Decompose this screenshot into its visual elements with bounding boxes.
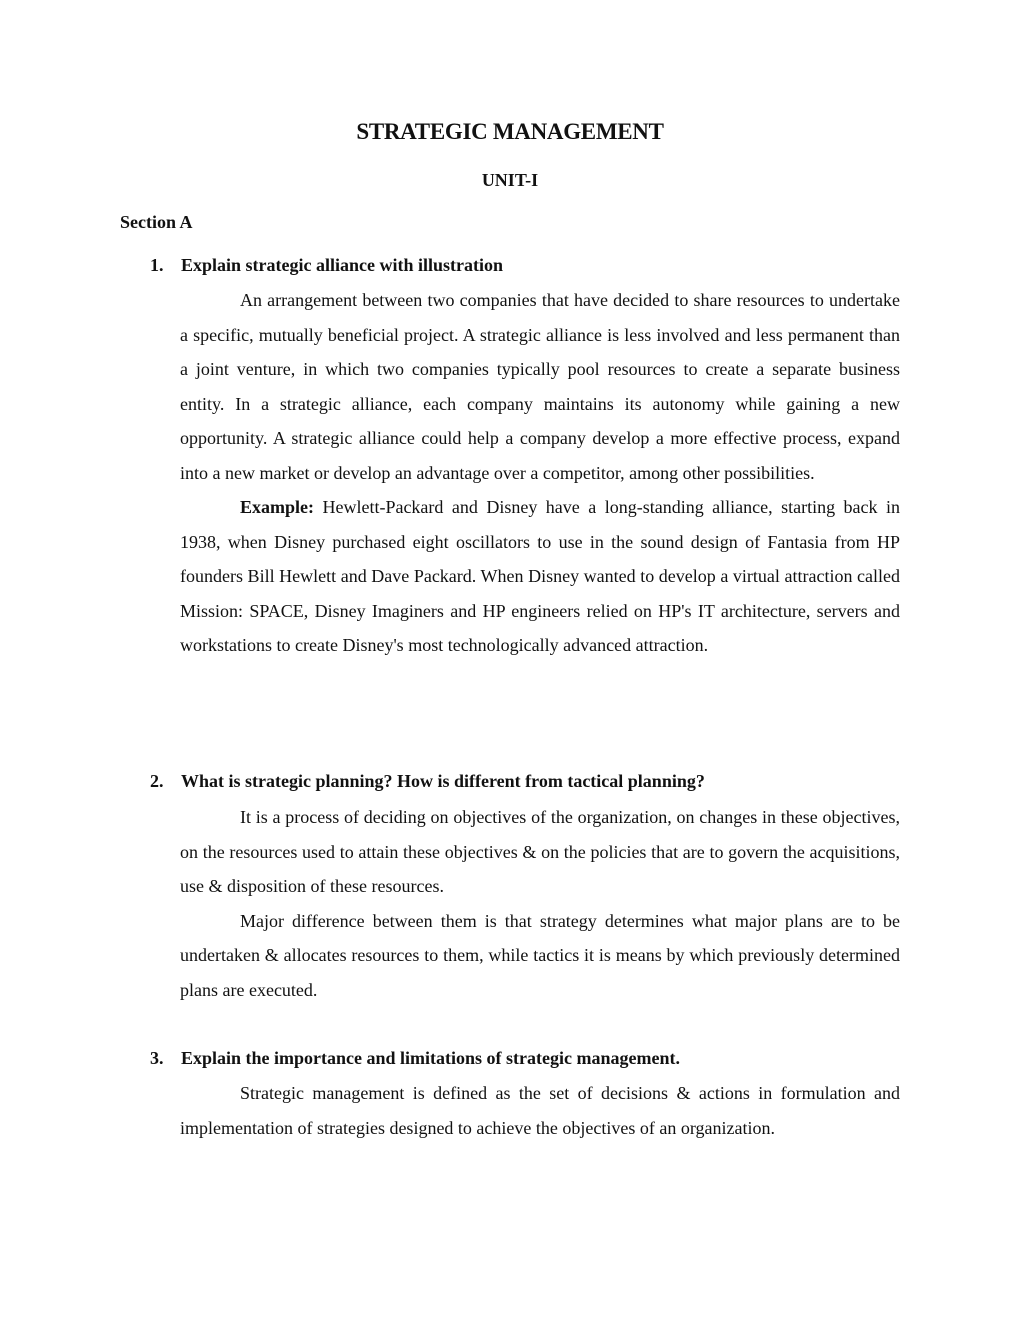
answer-paragraph: It is a process of deciding on objectives of the organization, on changes in these objectives, on the resources used to attain these objectives & on the policies that are to govern the acquisitions, use & disposition of these resources.: [180, 807, 900, 896]
question-1-answer: [180, 283, 900, 663]
question-2-heading: [150, 771, 910, 792]
question-3-answer: [180, 1076, 900, 1145]
question-text: Explain the importance and limitations of strategic management.: [181, 1048, 680, 1068]
example-label: Example:: [240, 497, 314, 517]
question-1-heading: [150, 255, 910, 276]
answer-paragraph: Major difference between them is that strategy determines what major plans are to be undertaken & allocates resources to them, while tactics it is means by which previously determined plans are executed.: [180, 910, 900, 1000]
question-2-answer: [180, 800, 900, 1007]
question-number: 1.: [150, 255, 164, 275]
answer-paragraph: An arrangement between two companies that have decided to share resources to undertake a specific, mutually beneficial project. A strategic alliance is less involved and less permanent than a joint venture, in which two companies typically pool resources to create a separate business entity. In a strategic alliance, each company maintains its autonomy while gaining a new opportunity. A strategic alliance could help a company develop a more effective process, expand into a new market or develop an advantage over a competitor, among other possibilities.: [180, 290, 900, 483]
question-text: What is strategic planning? How is different from tactical planning?: [181, 771, 705, 791]
question-number: 3.: [150, 1048, 164, 1068]
document-title: STRATEGIC MANAGEMENT: [356, 119, 664, 144]
answer-paragraph: Strategic management is defined as the set of decisions & actions in formulation and implementation of strategies designed to achieve the objectives of an organization.: [180, 1083, 900, 1138]
question-text: Explain strategic alliance with illustration: [181, 255, 503, 275]
question-3-heading: [150, 1048, 910, 1069]
example-text: Hewlett-Packard and Disney have a long-standing alliance, starting back in 1938, when Disney purchased eight oscillators to use in the sound design of Fantasia from HP founders Bill Hewlett and Dave Packard. When Disney wanted to develop a virtual attraction called Mission: SPACE, Disney Imaginers and HP engineers relied on HP's IT architecture, servers and workstations to create Disney's most technologically advanced attraction.: [180, 497, 900, 655]
question-number: 2.: [150, 771, 164, 791]
unit-heading: UNIT-I: [481, 170, 539, 190]
section-heading: Section A: [120, 212, 193, 232]
example-paragraph: [180, 490, 900, 663]
